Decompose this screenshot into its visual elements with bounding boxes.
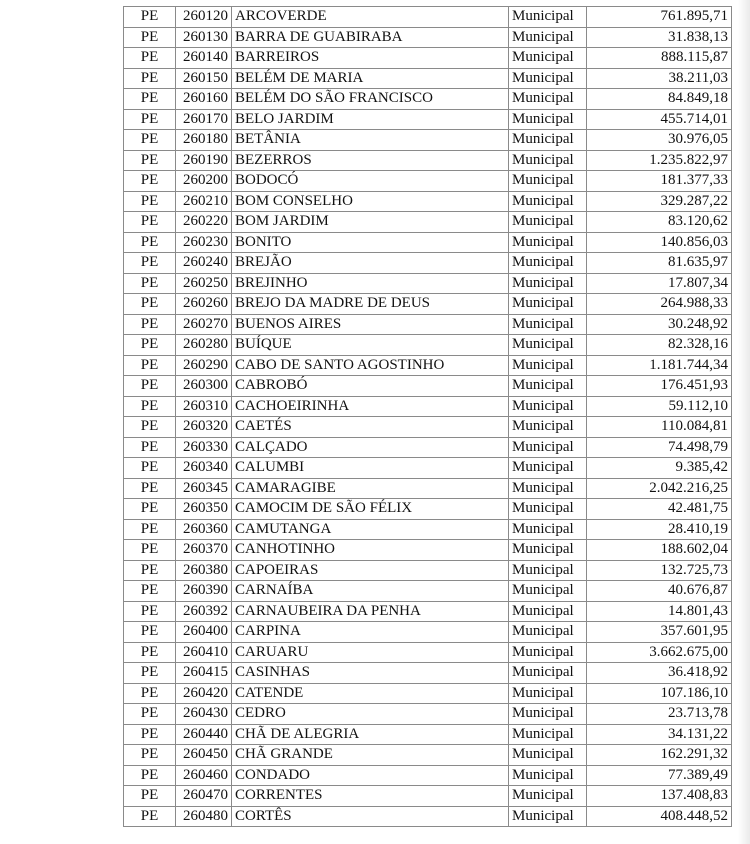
code-cell: 260392 (176, 601, 232, 622)
name-cell: CAETÉS (232, 417, 509, 438)
uf-cell: PE (124, 601, 176, 622)
esfera-cell: Municipal (509, 519, 587, 540)
uf-cell: PE (124, 150, 176, 171)
esfera-cell: Municipal (509, 273, 587, 294)
value-cell: 28.410,19 (587, 519, 732, 540)
table-row (124, 150, 732, 171)
table-row (124, 765, 732, 786)
table-row (124, 458, 732, 479)
code-cell: 260300 (176, 376, 232, 397)
esfera-cell: Municipal (509, 704, 587, 725)
value-cell: 408.448,52 (587, 806, 732, 827)
code-cell: 260390 (176, 581, 232, 602)
value-cell: 38.211,03 (587, 68, 732, 89)
uf-cell: PE (124, 376, 176, 397)
name-cell: CABROBÓ (232, 376, 509, 397)
name-cell: BETÂNIA (232, 130, 509, 151)
code-cell: 260180 (176, 130, 232, 151)
name-cell: CARNAÍBA (232, 581, 509, 602)
uf-cell: PE (124, 335, 176, 356)
value-cell: 888.115,87 (587, 48, 732, 69)
value-cell: 264.988,33 (587, 294, 732, 315)
uf-cell: PE (124, 314, 176, 335)
name-cell: CHÃ GRANDE (232, 745, 509, 766)
esfera-cell: Municipal (509, 355, 587, 376)
value-cell: 17.807,34 (587, 273, 732, 294)
value-cell: 107.186,10 (587, 683, 732, 704)
uf-cell: PE (124, 724, 176, 745)
esfera-cell: Municipal (509, 745, 587, 766)
esfera-cell: Municipal (509, 478, 587, 499)
code-cell: 260360 (176, 519, 232, 540)
table-row (124, 724, 732, 745)
esfera-cell: Municipal (509, 294, 587, 315)
esfera-cell: Municipal (509, 601, 587, 622)
uf-cell: PE (124, 519, 176, 540)
code-cell: 260150 (176, 68, 232, 89)
esfera-cell: Municipal (509, 212, 587, 233)
code-cell: 260140 (176, 48, 232, 69)
table-row (124, 622, 732, 643)
esfera-cell: Municipal (509, 499, 587, 520)
table-row (124, 48, 732, 69)
esfera-cell: Municipal (509, 68, 587, 89)
table-row (124, 212, 732, 233)
code-cell: 260345 (176, 478, 232, 499)
value-cell: 162.291,32 (587, 745, 732, 766)
code-cell: 260450 (176, 745, 232, 766)
uf-cell: PE (124, 171, 176, 192)
name-cell: CATENDE (232, 683, 509, 704)
value-cell: 74.498,79 (587, 437, 732, 458)
code-cell: 260350 (176, 499, 232, 520)
esfera-cell: Municipal (509, 7, 587, 28)
code-cell: 260470 (176, 786, 232, 807)
name-cell: CASINHAS (232, 663, 509, 684)
esfera-cell: Municipal (509, 765, 587, 786)
code-cell: 260370 (176, 540, 232, 561)
table-body (124, 7, 732, 827)
table-row (124, 396, 732, 417)
table-row (124, 171, 732, 192)
uf-cell: PE (124, 253, 176, 274)
value-cell: 31.838,13 (587, 27, 732, 48)
table-row (124, 417, 732, 438)
value-cell: 3.662.675,00 (587, 642, 732, 663)
value-cell: 1.235.822,97 (587, 150, 732, 171)
code-cell: 260260 (176, 294, 232, 315)
esfera-cell: Municipal (509, 191, 587, 212)
value-cell: 42.481,75 (587, 499, 732, 520)
name-cell: BARRA DE GUABIRABA (232, 27, 509, 48)
uf-cell: PE (124, 48, 176, 69)
name-cell: CEDRO (232, 704, 509, 725)
uf-cell: PE (124, 27, 176, 48)
table-row (124, 335, 732, 356)
name-cell: BELÉM DE MARIA (232, 68, 509, 89)
table-row (124, 437, 732, 458)
uf-cell: PE (124, 745, 176, 766)
value-cell: 36.418,92 (587, 663, 732, 684)
name-cell: BUENOS AIRES (232, 314, 509, 335)
esfera-cell: Municipal (509, 376, 587, 397)
uf-cell: PE (124, 191, 176, 212)
table-row (124, 355, 732, 376)
uf-cell: PE (124, 622, 176, 643)
esfera-cell: Municipal (509, 417, 587, 438)
code-cell: 260220 (176, 212, 232, 233)
table-row (124, 478, 732, 499)
table-row (124, 68, 732, 89)
code-cell: 260410 (176, 642, 232, 663)
uf-cell: PE (124, 355, 176, 376)
name-cell: CORRENTES (232, 786, 509, 807)
value-cell: 9.385,42 (587, 458, 732, 479)
value-cell: 181.377,33 (587, 171, 732, 192)
table-row (124, 109, 732, 130)
table-row (124, 27, 732, 48)
name-cell: CORTÊS (232, 806, 509, 827)
esfera-cell: Municipal (509, 150, 587, 171)
esfera-cell: Municipal (509, 683, 587, 704)
uf-cell: PE (124, 7, 176, 28)
code-cell: 260460 (176, 765, 232, 786)
table-row (124, 540, 732, 561)
municipality-table (123, 6, 732, 827)
name-cell: CACHOEIRINHA (232, 396, 509, 417)
esfera-cell: Municipal (509, 663, 587, 684)
value-cell: 23.713,78 (587, 704, 732, 725)
uf-cell: PE (124, 294, 176, 315)
name-cell: CARPINA (232, 622, 509, 643)
table-row (124, 581, 732, 602)
code-cell: 260270 (176, 314, 232, 335)
name-cell: CAMOCIM DE SÃO FÉLIX (232, 499, 509, 520)
value-cell: 140.856,03 (587, 232, 732, 253)
uf-cell: PE (124, 437, 176, 458)
value-cell: 30.976,05 (587, 130, 732, 151)
table-row (124, 89, 732, 110)
table-row (124, 130, 732, 151)
uf-cell: PE (124, 232, 176, 253)
value-cell: 82.328,16 (587, 335, 732, 356)
table-row (124, 376, 732, 397)
uf-cell: PE (124, 458, 176, 479)
uf-cell: PE (124, 786, 176, 807)
table-row (124, 786, 732, 807)
esfera-cell: Municipal (509, 806, 587, 827)
esfera-cell: Municipal (509, 396, 587, 417)
code-cell: 260290 (176, 355, 232, 376)
name-cell: BELÉM DO SÃO FRANCISCO (232, 89, 509, 110)
value-cell: 188.602,04 (587, 540, 732, 561)
value-cell: 83.120,62 (587, 212, 732, 233)
esfera-cell: Municipal (509, 335, 587, 356)
code-cell: 260310 (176, 396, 232, 417)
uf-cell: PE (124, 130, 176, 151)
name-cell: BELO JARDIM (232, 109, 509, 130)
esfera-cell: Municipal (509, 581, 587, 602)
name-cell: BREJÃO (232, 253, 509, 274)
code-cell: 260240 (176, 253, 232, 274)
table-row (124, 663, 732, 684)
uf-cell: PE (124, 478, 176, 499)
value-cell: 132.725,73 (587, 560, 732, 581)
esfera-cell: Municipal (509, 622, 587, 643)
name-cell: BREJINHO (232, 273, 509, 294)
esfera-cell: Municipal (509, 314, 587, 335)
value-cell: 176.451,93 (587, 376, 732, 397)
code-cell: 260170 (176, 109, 232, 130)
code-cell: 260480 (176, 806, 232, 827)
esfera-cell: Municipal (509, 458, 587, 479)
value-cell: 761.895,71 (587, 7, 732, 28)
value-cell: 110.084,81 (587, 417, 732, 438)
code-cell: 260280 (176, 335, 232, 356)
uf-cell: PE (124, 212, 176, 233)
code-cell: 260190 (176, 150, 232, 171)
uf-cell: PE (124, 704, 176, 725)
uf-cell: PE (124, 540, 176, 561)
esfera-cell: Municipal (509, 724, 587, 745)
name-cell: CONDADO (232, 765, 509, 786)
code-cell: 260415 (176, 663, 232, 684)
value-cell: 40.676,87 (587, 581, 732, 602)
table-row (124, 683, 732, 704)
value-cell: 14.801,43 (587, 601, 732, 622)
code-cell: 260330 (176, 437, 232, 458)
table-row (124, 232, 732, 253)
name-cell: CHÃ DE ALEGRIA (232, 724, 509, 745)
name-cell: BOM JARDIM (232, 212, 509, 233)
value-cell: 34.131,22 (587, 724, 732, 745)
table-row (124, 253, 732, 274)
value-cell: 59.112,10 (587, 396, 732, 417)
name-cell: CAMUTANGA (232, 519, 509, 540)
value-cell: 2.042.216,25 (587, 478, 732, 499)
esfera-cell: Municipal (509, 786, 587, 807)
uf-cell: PE (124, 642, 176, 663)
name-cell: BUÍQUE (232, 335, 509, 356)
name-cell: CAPOEIRAS (232, 560, 509, 581)
esfera-cell: Municipal (509, 171, 587, 192)
name-cell: BREJO DA MADRE DE DEUS (232, 294, 509, 315)
value-cell: 357.601,95 (587, 622, 732, 643)
value-cell: 455.714,01 (587, 109, 732, 130)
value-cell: 137.408,83 (587, 786, 732, 807)
uf-cell: PE (124, 396, 176, 417)
code-cell: 260320 (176, 417, 232, 438)
esfera-cell: Municipal (509, 642, 587, 663)
name-cell: CABO DE SANTO AGOSTINHO (232, 355, 509, 376)
code-cell: 260130 (176, 27, 232, 48)
uf-cell: PE (124, 499, 176, 520)
value-cell: 81.635,97 (587, 253, 732, 274)
esfera-cell: Municipal (509, 253, 587, 274)
code-cell: 260340 (176, 458, 232, 479)
code-cell: 260250 (176, 273, 232, 294)
name-cell: BOM CONSELHO (232, 191, 509, 212)
name-cell: BODOCÓ (232, 171, 509, 192)
code-cell: 260430 (176, 704, 232, 725)
esfera-cell: Municipal (509, 109, 587, 130)
code-cell: 260200 (176, 171, 232, 192)
uf-cell: PE (124, 663, 176, 684)
code-cell: 260160 (176, 89, 232, 110)
uf-cell: PE (124, 89, 176, 110)
page-edge-shadow (738, 0, 750, 844)
value-cell: 77.389,49 (587, 765, 732, 786)
table-row (124, 601, 732, 622)
name-cell: BARREIROS (232, 48, 509, 69)
table-row (124, 294, 732, 315)
table-row (124, 704, 732, 725)
table-row (124, 642, 732, 663)
name-cell: CARNAUBEIRA DA PENHA (232, 601, 509, 622)
uf-cell: PE (124, 68, 176, 89)
uf-cell: PE (124, 273, 176, 294)
value-cell: 30.248,92 (587, 314, 732, 335)
uf-cell: PE (124, 581, 176, 602)
esfera-cell: Municipal (509, 89, 587, 110)
code-cell: 260380 (176, 560, 232, 581)
esfera-cell: Municipal (509, 232, 587, 253)
uf-cell: PE (124, 560, 176, 581)
name-cell: CAMARAGIBE (232, 478, 509, 499)
name-cell: ARCOVERDE (232, 7, 509, 28)
table-row (124, 519, 732, 540)
code-cell: 260420 (176, 683, 232, 704)
name-cell: CARUARU (232, 642, 509, 663)
code-cell: 260400 (176, 622, 232, 643)
esfera-cell: Municipal (509, 437, 587, 458)
name-cell: CALUMBI (232, 458, 509, 479)
value-cell: 84.849,18 (587, 89, 732, 110)
uf-cell: PE (124, 109, 176, 130)
value-cell: 1.181.744,34 (587, 355, 732, 376)
esfera-cell: Municipal (509, 48, 587, 69)
table-row (124, 499, 732, 520)
value-cell: 329.287,22 (587, 191, 732, 212)
name-cell: CALÇADO (232, 437, 509, 458)
code-cell: 260230 (176, 232, 232, 253)
esfera-cell: Municipal (509, 27, 587, 48)
name-cell: BONITO (232, 232, 509, 253)
uf-cell: PE (124, 417, 176, 438)
uf-cell: PE (124, 806, 176, 827)
table-row (124, 273, 732, 294)
name-cell: BEZERROS (232, 150, 509, 171)
esfera-cell: Municipal (509, 540, 587, 561)
table-row (124, 7, 732, 28)
table-row (124, 314, 732, 335)
esfera-cell: Municipal (509, 560, 587, 581)
table-row (124, 560, 732, 581)
table-row (124, 806, 732, 827)
code-cell: 260440 (176, 724, 232, 745)
name-cell: CANHOTINHO (232, 540, 509, 561)
esfera-cell: Municipal (509, 130, 587, 151)
table-row (124, 745, 732, 766)
uf-cell: PE (124, 683, 176, 704)
code-cell: 260120 (176, 7, 232, 28)
uf-cell: PE (124, 765, 176, 786)
table-row (124, 191, 732, 212)
code-cell: 260210 (176, 191, 232, 212)
